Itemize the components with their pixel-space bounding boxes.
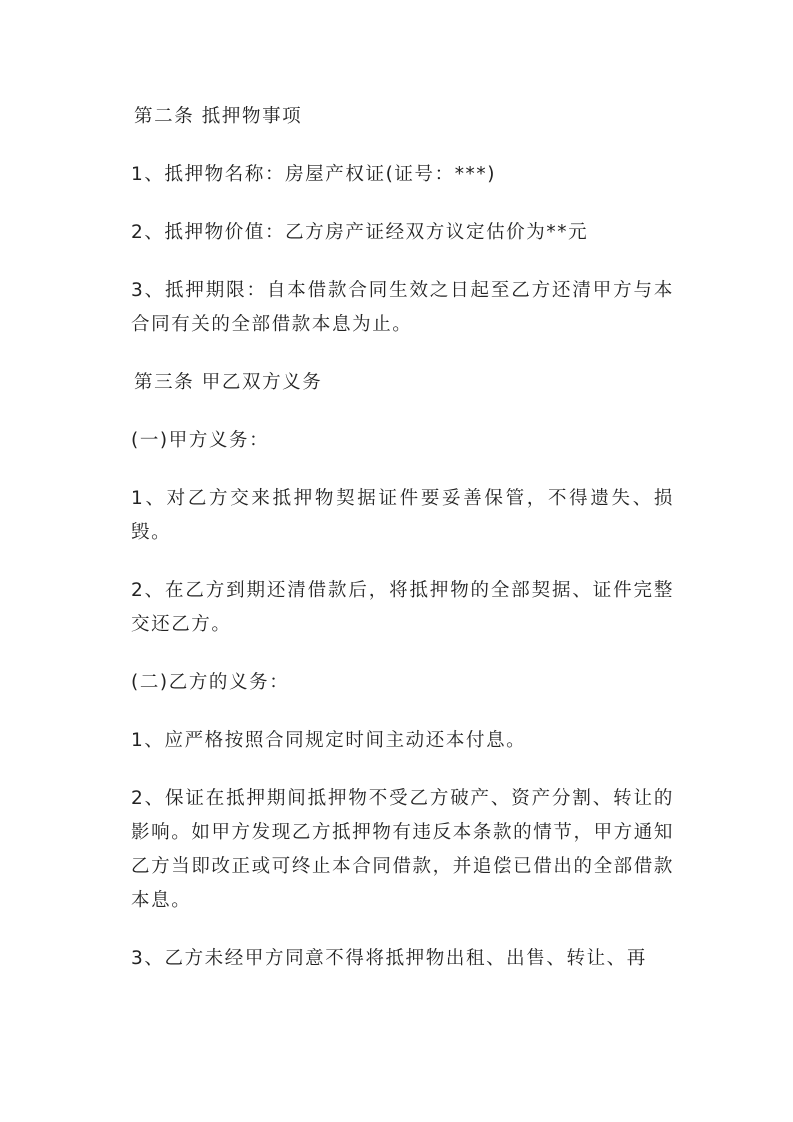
- collateral-value-item: 2、抵押物价值：乙方房产证经双方议定估价为**元: [131, 222, 589, 243]
- party-a-obligation-2: 2、在乙方到期还清借款后，将抵押物的全部契据、证件完整交还乙方。: [131, 580, 674, 635]
- party-b-obligation-1: 1、应严格按照合同规定时间主动还本付息。: [131, 730, 527, 751]
- mortgage-term-item: 3、抵押期限：自本借款合同生效之日起至乙方还清甲方与本合同有关的全部借款本息为止。: [131, 280, 674, 335]
- article-3-heading: 第三条 甲乙双方义务: [134, 372, 323, 393]
- party-a-obligations-heading: (一)甲方义务：: [131, 430, 270, 451]
- party-a-obligation-1: 1、对乙方交来抵押物契据证件要妥善保管，不得遗失、损毁。: [131, 488, 674, 543]
- party-b-obligation-3: 3、乙方未经甲方同意不得将抵押物出租、出售、转让、再: [131, 948, 647, 969]
- collateral-name-item: 1、抵押物名称：房屋产权证(证号：***): [131, 164, 497, 185]
- article-2-heading: 第二条 抵押物事项: [134, 106, 303, 127]
- document-body: [118, 100, 674, 1000]
- party-b-obligation-2: 2、保证在抵押期间抵押物不受乙方破产、资产分割、转让的影响。如甲方发现乙方抵押物有违反本条款的情节，甲方通知乙方当即改正或可终止本合同借款，并追偿已借出的全部借款本息。: [131, 788, 674, 911]
- party-b-obligations-heading: (二)乙方的义务：: [131, 672, 290, 693]
